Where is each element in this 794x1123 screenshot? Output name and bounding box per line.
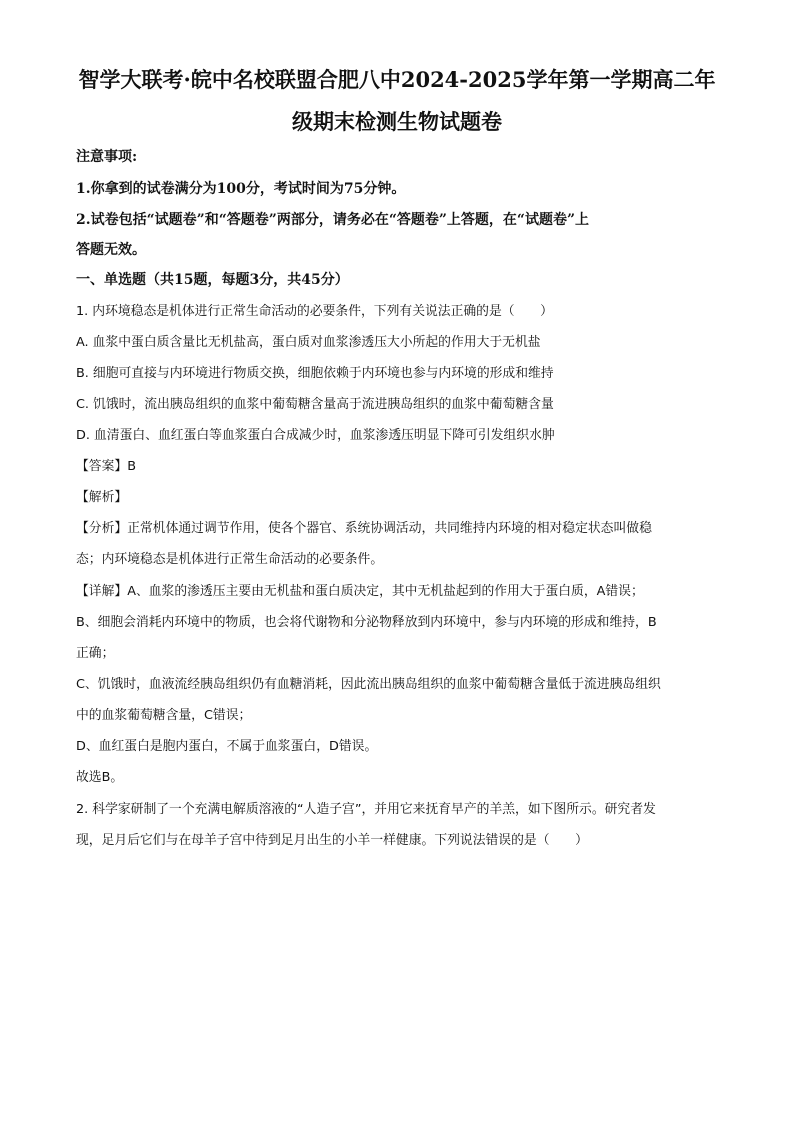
q1-conclusion: 故选B。 [76,770,124,785]
exam-title-line1: 智学大联考·皖中名校联盟合肥八中2024-2025学年第一学期高二年 [78,67,716,92]
q1-option-a: A. 血浆中蛋白质含量比无机盐高，蛋白质对血浆渗透压大小所起的作用大于无机盐 [76,335,541,350]
q1-detail-line4: C、饥饿时，血液流经胰岛组织仍有血糖消耗，因此流出胰岛组织的血浆中葡萄糖含量低于流进胰岛组织 [76,677,661,692]
exam-title-line2: 级期末检测生物试题卷 [292,109,502,134]
notice-item-1: 1.你拿到的试卷满分为100分，考试时间为75分钟。 [76,181,406,197]
q1-analysis-line1: 【分析】正常机体通过调节作用，使各个器官、系统协调活动，共同维持内环境的相对稳定状态叫做稳 [76,521,652,536]
section-heading: 一、单选题（共15题，每题3分，共45分） [76,272,349,288]
q1-stem: 1. 内环境稳态是机体进行正常生命活动的必要条件，下列有关说法正确的是（ ） [76,304,553,319]
q1-detail-line6: D、血红蛋白是胞内蛋白，不属于血浆蛋白，D错误。 [76,739,378,754]
q2-stem-line2: 现，足月后它们与在母羊子宫中待到足月出生的小羊一样健康。下列说法错误的是（ ） [76,833,588,848]
notice-heading: 注意事项: [76,149,138,165]
notice-item-2-line1: 2.试卷包括“试题卷”和“答题卷”两部分，请务必在“答题卷”上答题，在“试题卷”上 [76,212,590,228]
notice-item-2-line2: 答题无效。 [76,242,146,258]
q1-option-d: D. 血清蛋白、血红蛋白等血浆蛋白合成减少时，血浆渗透压明显下降可引发组织水肿 [76,428,555,443]
q1-detail-line5: 中的血浆葡萄糖含量，C错误； [76,708,252,723]
q1-detail-line3: 正确； [76,646,115,661]
q1-option-c: C. 饥饿时，流出胰岛组织的血浆中葡萄糖含量高于流进胰岛组织的血浆中葡萄糖含量 [76,397,554,412]
q1-analysis-line2: 态；内环境稳态是机体进行正常生命活动的必要条件。 [76,552,384,567]
q1-option-b: B. 细胞可直接与内环境进行物质交换，细胞依赖于内环境也参与内环境的形成和维持 [76,366,554,381]
q1-analysis-heading: 【解析】 [76,490,128,505]
q1-answer: 【答案】B [76,459,136,474]
q1-detail-line2: B、细胞会消耗内环境中的物质，也会将代谢物和分泌物释放到内环境中，参与内环境的形成和维持，B [76,615,657,630]
q2-stem-line1: 2. 科学家研制了一个充满电解质溶液的“人造子宫”，并用它来抚育早产的羊羔，如下图所示。研究者发 [76,802,656,817]
q1-detail-line1: 【详解】A、血浆的渗透压主要由无机盐和蛋白质决定，其中无机盐起到的作用大于蛋白质，A错误； [76,584,644,599]
